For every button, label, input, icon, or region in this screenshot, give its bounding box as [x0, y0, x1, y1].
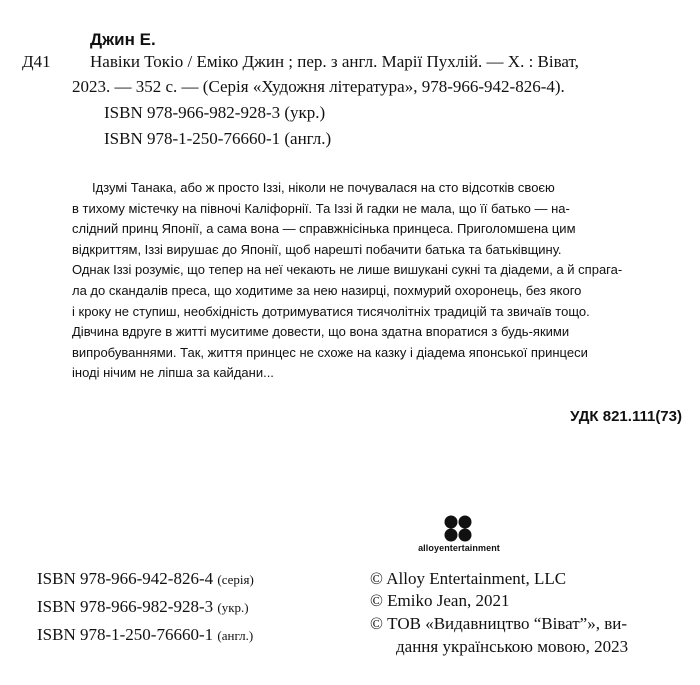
isbn-ukr-bottom-line: [37, 597, 249, 617]
copyright-line: © Emiko Jean, 2021: [370, 591, 510, 610]
alloy-entertainment-logo-icon: [399, 513, 519, 543]
isbn-number: ISBN 978-1-250-76660-1: [37, 625, 214, 644]
isbn-eng-bottom-line: [37, 625, 253, 645]
annotation-line: випробуваннями. Так, життя принцес не схоже на казку і діадема японської принцеси: [72, 344, 588, 360]
annotation-line: Однак Іззі розуміє, що тепер на неї чекають не лише вишукані сукні та діадеми, а й спрага-: [72, 262, 623, 278]
annotation-line: Дівчина вдруге в житті муситиме довести, що вона здатна впоратися з будь-якими: [72, 324, 570, 340]
annotation-line: в тихому містечку на півночі Каліфорнії. Та Іззі й гадки не мала, що її батько — на-: [72, 200, 570, 216]
isbn-series-line: [37, 569, 254, 589]
catalog-code: Д41: [22, 52, 51, 71]
isbn-note: (укр.): [217, 600, 249, 615]
isbn-number: ISBN 978-966-942-826-4: [37, 569, 214, 588]
copyright-line: дання українською мовою, 2023: [396, 637, 629, 656]
copyright-line: © Alloy Entertainment, LLC: [370, 569, 567, 588]
annotation-line: Ідзумі Танака, або ж просто Іззі, ніколи не почувалася на сто відсотків своєю: [92, 180, 555, 195]
isbn-eng-line: ISBN 978-1-250-76660-1 (англ.): [104, 129, 332, 148]
annotation-line: іноді нічим не ліпша за кайдани...: [72, 365, 274, 381]
publisher-logo: [399, 513, 519, 557]
annotation-line: слідний принц Японії, а сама вона — справжнісінька принцеса. Приголомшена цим: [72, 221, 576, 237]
isbn-note: (серія): [217, 572, 254, 587]
isbn-note: (англ.): [217, 628, 254, 643]
udk-code: УДК 821.111(73): [570, 408, 682, 425]
bibliographic-line-2: 2023. — 352 с. — (Серія «Художня література», 978-966-942-826-4).: [72, 77, 565, 96]
copyright-line: © ТОВ «Видавництво “Віват”», ви-: [370, 614, 628, 633]
annotation-line: відкриттям, Іззі вирушає до Японії, щоб нарешті побачити батька та батьківщину.: [72, 241, 562, 257]
annotation-text: [72, 178, 682, 384]
logo-wordmark: alloyentertainment: [418, 543, 500, 553]
annotation-line: ла до скандалів преса, що ходитиме за нею назирці, похмурий охоронець, без якого: [72, 282, 582, 298]
annotation-line: і кроку не ступиш, необхідність дотримуватися тисячолітніх традицій та звичаїв тощо.: [72, 303, 590, 319]
author-heading: Джин Е.: [90, 30, 156, 49]
isbn-number: ISBN 978-966-982-928-3: [37, 597, 214, 616]
isbn-ukr-line: ISBN 978-966-982-928-3 (укр.): [104, 103, 326, 122]
bibliographic-line-1: Навіки Токіо / Еміко Джин ; пер. з англ. Марії Пухлій. — Х. : Віват,: [90, 52, 579, 71]
